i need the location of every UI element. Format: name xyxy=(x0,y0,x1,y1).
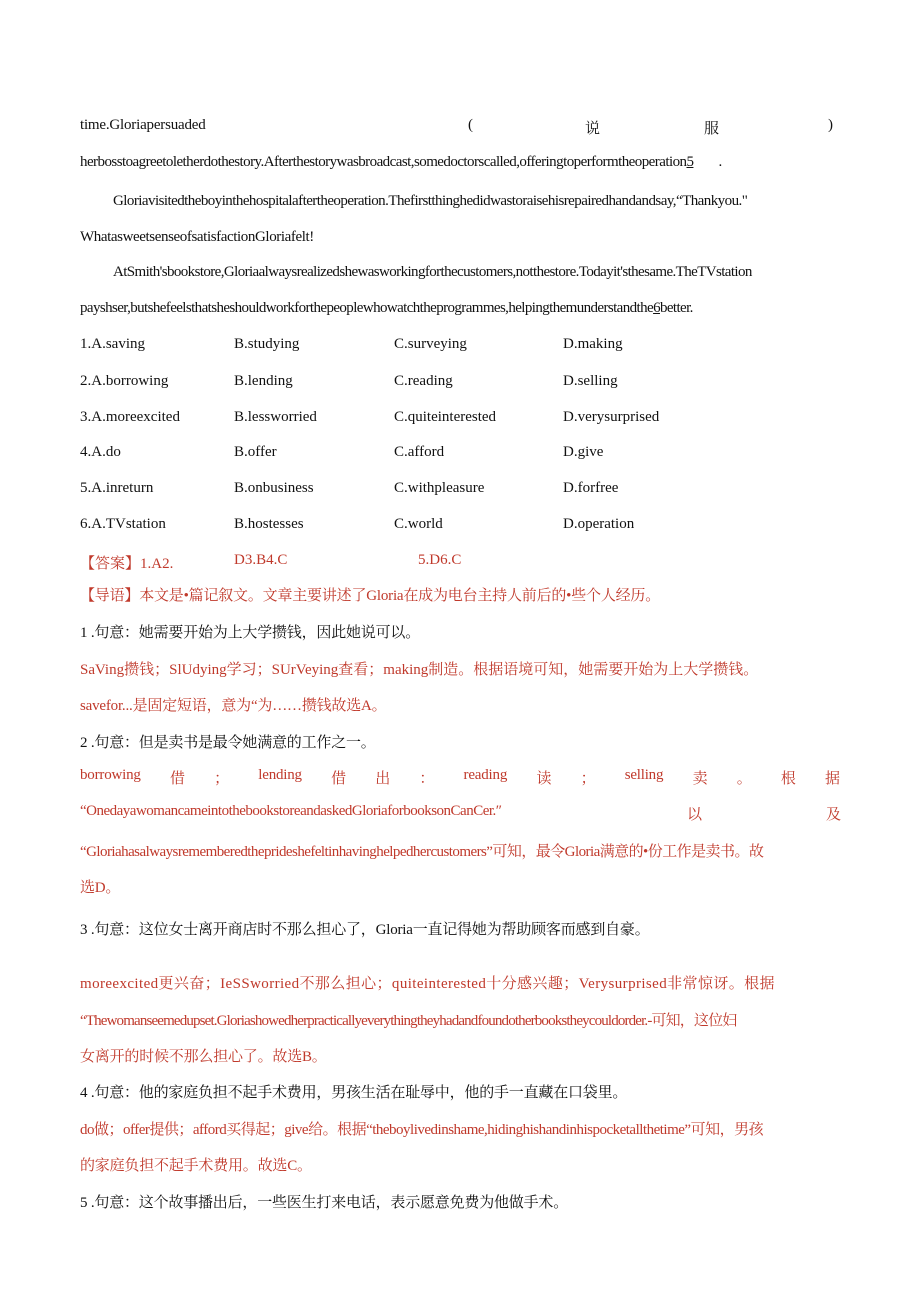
explanation-2-line-2 xyxy=(80,803,841,823)
word: ； xyxy=(580,771,596,787)
explanation-4-line-2: 的家庭负担不起手术费用。故选C。 xyxy=(80,1158,312,1174)
quote-text: “OnedayawomancameintothebookstoreandaskedGloriaforbooksonCanCer.″ xyxy=(80,803,502,819)
option-a: 3.A.moreexcited xyxy=(80,409,180,425)
option-d: D.give xyxy=(563,444,604,460)
paren-open: ( xyxy=(468,117,473,133)
explanation-4-line-1: do做；offer提供；afford买得起；give给。根据“theboylivedinshame,hidinghishandinhispocketallthetime”可知，男孩 xyxy=(80,1122,764,1138)
option-a: 6.A.TVstation xyxy=(80,516,166,532)
option-b: B.onbusiness xyxy=(234,480,314,496)
explanation-2-line-4: 选D。 xyxy=(80,880,121,896)
word: ； xyxy=(214,771,229,787)
chinese-word: 说 xyxy=(585,121,600,137)
word: 借 xyxy=(331,771,346,787)
word: reading xyxy=(463,767,508,783)
blank-6: 6 xyxy=(653,300,660,316)
passage-text: WhatasweetsenseofsatisfactionGloriafelt! xyxy=(80,229,314,245)
passage-line-1 xyxy=(80,117,840,137)
word: 以 xyxy=(687,807,702,823)
option-b: B.hostesses xyxy=(234,516,304,532)
explanation-1-line-1: SaVing攒钱；SlUdying学习；SUrVeying查看；making制造。根据语境可知，她需要开始为上大学攒钱。 xyxy=(80,662,759,678)
word: 出 xyxy=(375,771,391,787)
passage-text: payshser,butshefeelsthatsheshouldworkforthepeoplewhowatchtheprogrammes,helpingthemunderstandthe xyxy=(80,300,654,316)
option-b: B.offer xyxy=(234,444,277,460)
explanation-3-line-2: “Thewomanseemedupset.Gloriashowedherpracticallyeverythingtheyhadandfoundotherbookstheycouldorder.-可知，这位妇 xyxy=(80,1013,737,1029)
option-c: C.quiteinterested xyxy=(394,409,497,425)
word: 读 xyxy=(536,771,552,787)
option-d: D.forfree xyxy=(563,480,619,496)
paren-close: ) xyxy=(828,117,833,133)
explanation-3-line-1: moreexcited更兴奋；IeSSworried不那么担心；quiteinterested十分感兴趣；Verysurprised非常惊讶。根据 xyxy=(80,976,775,992)
explanation-2-line-3: “Gloriahasalwaysrememberedtheprideshefeltinhavinghelpedhercustomers”可知，最令Gloria满意的•份工作是卖书。故 xyxy=(80,844,764,860)
word: 借 xyxy=(170,771,185,787)
option-b: B.lessworried xyxy=(234,409,317,425)
word: 据 xyxy=(824,771,840,787)
answer-part-2: D3.B4.C xyxy=(234,552,288,568)
explanation-1-heading: 1 .句意：她需要开始为上大学攒钱，因此她说可以。 xyxy=(80,625,421,641)
option-b: B.studying xyxy=(234,336,300,352)
option-d: D.verysurprised xyxy=(563,409,660,425)
option-c: C.surveying xyxy=(394,336,467,352)
passage-text: Gloriavisitedtheboyinthehospitalaftertheoperation.Thefirstthinghedidwastoraisehisrepairedhandandsay,“Thankyou." xyxy=(113,193,748,209)
answer-part-1: 【答案】1.A2. xyxy=(80,556,174,572)
chinese-word: 服 xyxy=(704,121,719,137)
answer-part-3: 5.D6.C xyxy=(418,552,462,568)
explanation-1-line-2: savefor...是固定短语，意为“为……攒钱故选A。 xyxy=(80,698,387,714)
explanation-3-heading: 3 .句意：这位女士离开商店时不那么担心了，Gloria一直记得她为帮助顾客而感到自豪。 xyxy=(80,922,650,938)
passage-line-2 xyxy=(80,154,722,171)
option-a: 4.A.do xyxy=(80,444,121,460)
passage-line-6 xyxy=(80,300,693,317)
option-c: C.reading xyxy=(394,373,453,389)
passage-text: AtSmith'sbookstore,Gloriaalwaysrealizedshewasworkingforthecustomers,notthestore.Todayit'sthesame.TheTVstation xyxy=(113,264,752,280)
explanation-4-heading: 4 .句意：他的家庭负担不起手术费用，男孩生活在耻辱中，他的手一直藏在口袋里。 xyxy=(80,1085,628,1101)
guide-text: 【导语】本文是•篇记叙文。文章主要讲述了Gloria在成为电台主持人前后的•些个人经历。 xyxy=(80,588,661,604)
option-b: B.lending xyxy=(234,373,293,389)
explanation-5-heading: 5 .句意：这个故事播出后，一些医生打来电话，表示愿意免费为他做手术。 xyxy=(80,1195,569,1211)
word: borrowing xyxy=(80,767,141,783)
word: 根 xyxy=(780,771,796,787)
word: lending xyxy=(258,767,302,783)
passage-line-5 xyxy=(113,264,752,281)
period: . xyxy=(718,154,722,170)
word: selling xyxy=(624,767,664,783)
option-c: C.world xyxy=(394,516,443,532)
word: 及 xyxy=(826,807,841,823)
explanation-2-heading: 2 .句意：但是卖书是最令她满意的工作之一。 xyxy=(80,735,376,751)
option-c: C.afford xyxy=(394,444,445,460)
option-a: 5.A.inreturn xyxy=(80,480,154,496)
passage-text: better. xyxy=(659,300,693,316)
explanation-2-line-1 xyxy=(80,767,840,788)
passage-line-4 xyxy=(80,229,314,246)
option-a: 2.A.borrowing xyxy=(80,373,169,389)
explanation-3-line-3: 女离开的时候不那么担心了。故选B。 xyxy=(80,1049,327,1065)
option-d: D.making xyxy=(563,336,623,352)
word: 。 xyxy=(736,771,752,787)
word: 卖 xyxy=(692,771,708,787)
option-a: 1.A.saving xyxy=(80,336,145,352)
option-d: D.selling xyxy=(563,373,618,389)
passage-line-3 xyxy=(113,193,747,210)
passage-text: herbosstoagreetoletherdothestory.Afterthestorywasbroadcast,somedoctorscalled,offeringtoperformtheoperation xyxy=(80,154,687,170)
option-c: C.withpleasure xyxy=(394,480,485,496)
blank-5: 5 xyxy=(686,154,694,170)
word: ： xyxy=(419,771,435,787)
option-d: D.operation xyxy=(563,516,635,532)
passage-text: time.Gloriapersuaded xyxy=(80,117,206,133)
